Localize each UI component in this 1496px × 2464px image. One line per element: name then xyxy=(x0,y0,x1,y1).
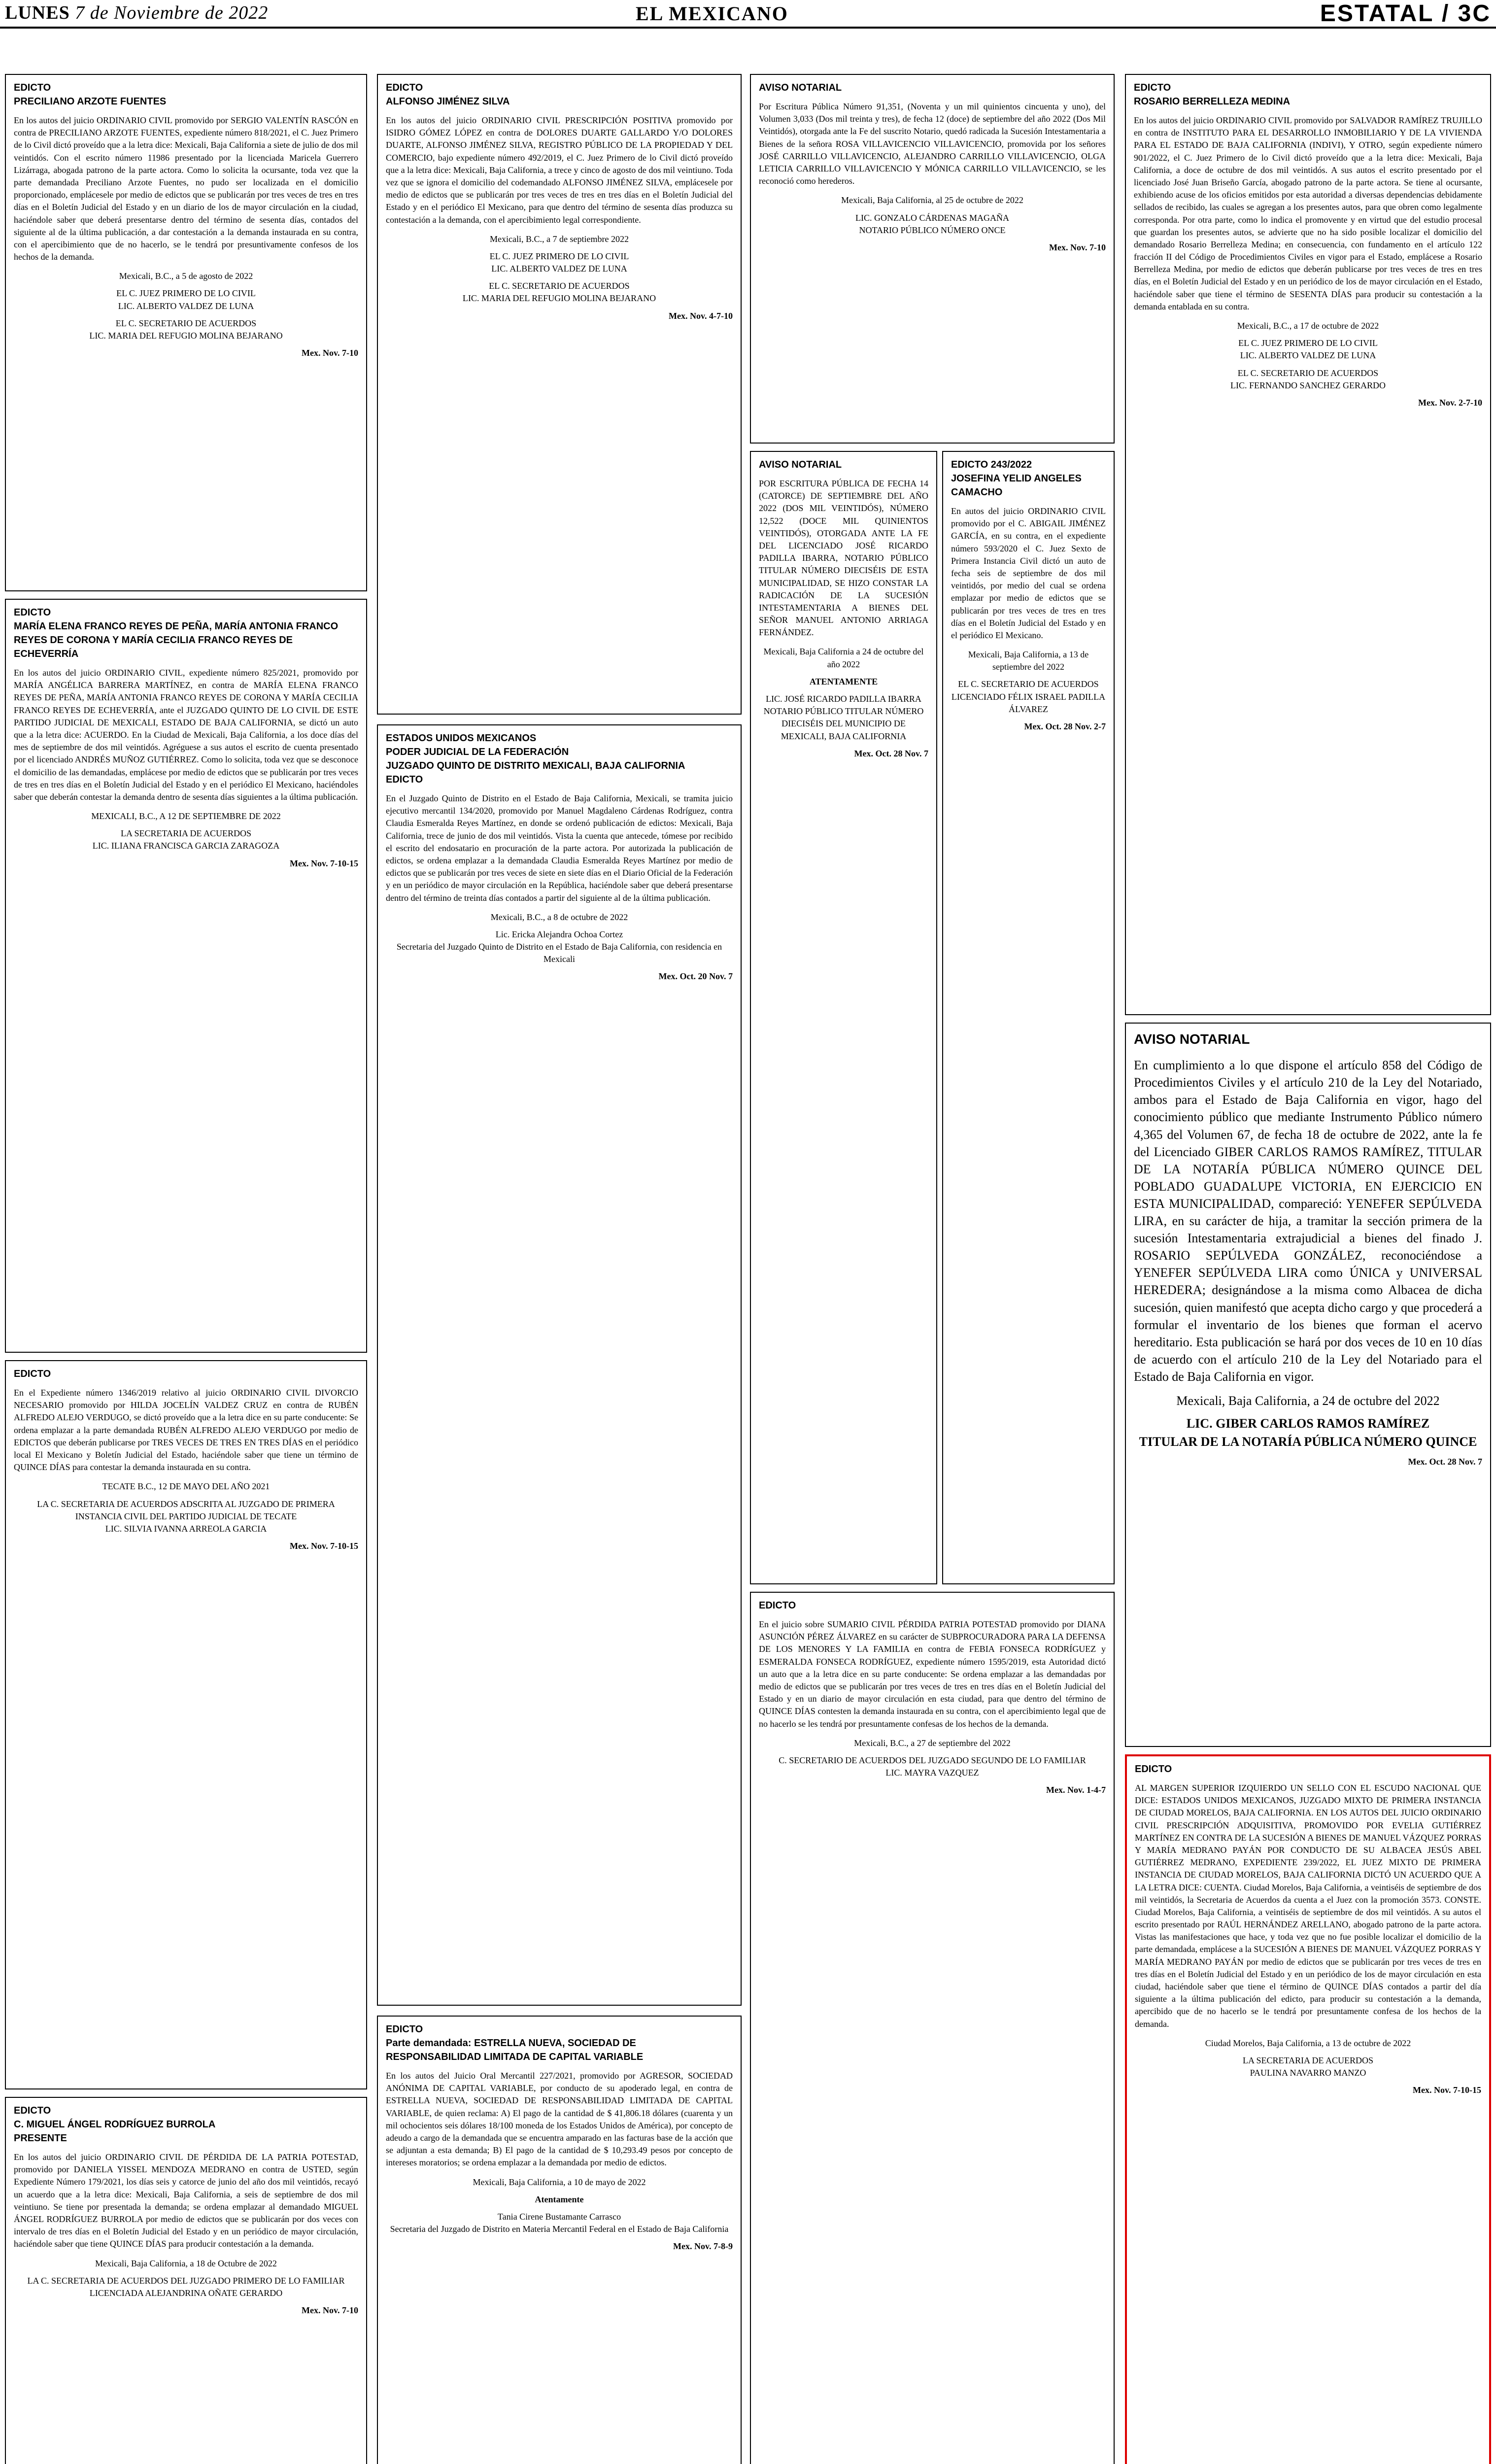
notice-publication-ref: Mex. Oct. 28 Nov. 2-7 xyxy=(1024,721,1106,731)
notice-place-date: Mexicali, Baja California, a 10 de mayo de 2022 xyxy=(473,2177,646,2187)
section-title: ESTATAL / 3C xyxy=(1320,0,1491,27)
notice-n4 xyxy=(5,2097,367,2464)
notice-n12 xyxy=(1125,74,1491,1015)
notice-place-date: Mexicali, Baja California, a 24 de octubre del 2022 xyxy=(1176,1393,1440,1408)
notice-n3 xyxy=(5,1360,367,2089)
notice-body: Por Escritura Pública Número 91,351, (Noventa y un mil quinientos cincuenta y uno), del Volumen 3,033 (Dos mil treinta y tres), de fecha 12 (doce) de septiembre del año 2022 (Dos Mil Veintidós), otorgada ante la Fe del suscrito Notario, quedó radicada la Sucesión Intestamentaria a Bienes de la señora ROSA VILLAVICENCIO VILLAVICENCIO, promovida por los señores JOSÉ CARRILLO VILLAVICENCIO, ALEJANDRO CARRILLO VILLAVICENCIO, OLGA LETICIA CARRILLO VILLAVICENCIO Y MÓNICA CARRILLO VILLAVICENCIO, se les reconoció como herederos. xyxy=(759,102,1106,186)
notice-body: En los autos del juicio ORDINARIO CIVIL, expediente número 825/2021, promovido por MARÍA ANGÉLICA BARRERA MARTÍNEZ, en contra de MARÍA ELENA FRANCO REYES DE PEÑA, MARÍA ANTONIA FRANCO REYES DE CORONA Y MARÍA CECILIA FRANCO REYES DE ECHEVERRÍA, ante el JUZGADO QUINTO DE LO CIVIL DE ESTE PARTIDO JUDICIAL DE MEXICALI, ESTADO DE BAJA CALIFORNIA, se dictó un auto que a la letra dice: ACUERDO. En la Ciudad de Mexicali, Baja California, a los doce días del mes de septiembre de dos mil veintidós. Agréguese a sus autos el escrito de cuenta presentado por el licenciado ANDRÉS MUÑOZ GUTIÉRREZ. Como lo solicita, toda vez que se desconoce el domicilio de las demandadas, emplácese por medio de edictos que se publicarán por tres veces de tres en tres días en el Boletín Judicial del Estado y en el periódico El Mexicano, haciéndoles saber que deberán contestar la demanda dentro de sesenta días siguientes a la última publicación. xyxy=(14,668,358,802)
notice-body: En los autos del juicio ORDINARIO CIVIL PRESCRIPCIÓN POSITIVA promovido por ISIDRO GÓMEZ LÓPEZ en contra de DOLORES DUARTE GALLARDO Y/O DOLORES DUARTE, ALFONSO JIMÉNEZ SILVA, REGISTRO PÚBLICO DE LA PROPIEDAD Y DEL COMERCIO, bajo expediente número 492/2019, el C. Juez Primero de lo Civil dictó proveído que a la letra dice: Mexicali, Baja California, a trece y cinco de agosto de dos mil veintiuno. Toda vez que se ignora el domicilio del codemandado ALFONSO JIMÉNEZ SILVA, emplácesele por medio de edictos que se publicarán por tres veces de tres en tres días en el Boletín Judicial del Estado y en el periódico El Mexicano, para que dentro del término de sesenta días produzca su contestación a la demanda, con el apercibimiento legal correspondiente. xyxy=(386,115,733,225)
notice-body: En autos del juicio ORDINARIO CIVIL promovido por el C. ABIGAIL JIMÉNEZ GARCÍA, en su contra, en el expediente número 593/2020 el C. Juez Sexto de Primera Instancia Civil dictó un auto de fecha seis de septiembre de dos mil veintidós, por medio del cual se ordena emplazar por medio de edictos que se publicarán por tres veces de tres en tres días en el Boletín Judicial del Estado y en el periódico El Mexicano. xyxy=(951,506,1106,640)
notice-publication-ref: Mex. Oct. 28 Nov. 7 xyxy=(854,748,928,758)
notice-publication-ref: Mex. Nov. 1-4-7 xyxy=(1046,1785,1106,1795)
notice-heading: EDICTO MARÍA ELENA FRANCO REYES DE PEÑA, MARÍA ANTONIA FRANCO REYES DE CORONA Y MARÍA CECILIA FRANCO REYES DE ECHEVERRÍA xyxy=(14,607,339,659)
notice-n11 xyxy=(750,1592,1115,2464)
notice-body: En los autos del Juicio Oral Mercantil 227/2021, promovido por AGRESOR, SOCIEDAD ANÓNIMA DE CAPITAL VARIABLE, por conducto de su apoderado legal, en contra de ESTRELLA NUEVA, SOCIEDAD DE RESPONSABILIDAD LIMITADA DE CAPITAL VARIABLE, de quien reclama: A) El pago de la cantidad de $ 41,806.18 dólares (cuarenta y un mil ochocientos seis dólares 18/100 moneda de los Estados Unidos de América), por concepto de adeudo a cargo de la demandada que se encuentra amparado en las facturas base de la acción que se adjuntan a esta demanda; B) El pago de la cantidad de $ 10,293.49 pesos por concepto de intereses moratorios; se ordena emplazar a la demandada por medio de edictos. xyxy=(386,2071,733,2168)
notice-signature: LA C. SECRETARIA DE ACUERDOS DEL JUZGADO PRIMERO DE LO FAMILIAR LICENCIADA ALEJANDRINA OÑATE GERARDO xyxy=(27,2275,345,2298)
notice-body: En el Juzgado Quinto de Distrito en el Estado de Baja California, Mexicali, se tramita juicio ejecutivo mercantil 134/2020, promovido por Manuel Magdaleno Cárdenas Rodríguez, contra Claudia Esmeralda Reyes Martínez, en donde se ordenó publicación de edictos: Mexicali, Baja California, trece de junio de dos mil veintidós. Vista la cuenta que antecede, tómese por recibido el escrito del endosatario en procuración de la parte actora. Por autorizada la publicación de edictos, se ordena emplazar a la demandada Claudia Esmeralda Reyes Martínez por medio de edictos que se publicarán por tres veces de siete en siete días en el Diario Oficial de la Federación y en un periódico de mayor circulación en la República, haciéndole saber que deberá presentarse dentro del término de treinta días contados a partir del siguiente al de la última publicación. xyxy=(386,793,733,903)
masthead-date xyxy=(5,2,268,24)
notice-signature: Lic. Ericka Alejandra Ochoa Cortez Secretaria del Juzgado Quinto de Distrito en el Estado de Baja California, con residencia en Mexicali xyxy=(396,929,722,964)
notice-signature: C. SECRETARIO DE ACUERDOS DEL JUZGADO SEGUNDO DE LO FAMILIAR LIC. MAYRA VAZQUEZ xyxy=(779,1755,1086,1778)
notice-place-date: Mexicali, Baja California, al 25 de octubre de 2022 xyxy=(841,195,1023,205)
notice-place-date: Mexicali, B.C., a 5 de agosto de 2022 xyxy=(119,271,253,281)
notice-body: En los autos del juicio ORDINARIO CIVIL DE PÉRDIDA DE LA PATRIA POTESTAD, promovido por DANIELA YISSEL MENDOZA MEDRANO en contra de USTED, según Expediente Número 179/2021, los días seis y catorce de junio del año dos mil veintidós, recayó un acuerdo que a la letra dice: Mexicali, Baja California, a seis de septiembre de dos mil veintiuno. Se tiene por presentada la demanda; se ordena emplazar al demandado MIGUEL ÁNGEL RODRÍGUEZ BURROLA por medio de edictos que se publicarán por dos veces con intervalo de tres días en el Boletín Judicial del Estado y en un periódico de mayor circulación, haciéndole saber que tiene QUINCE DÍAS para producir contestación a la demanda. xyxy=(14,2152,358,2249)
notice-place-date: MEXICALI, B.C., A 12 DE SEPTIEMBRE DE 2022 xyxy=(91,811,281,821)
notice-body: En los autos del juicio ORDINARIO CIVIL promovido por SALVADOR RAMÍREZ TRUJILLO en contra de INSTITUTO PARA EL DESARROLLO INMOBILIARIO Y DE LA VIVIENDA PARA EL ESTADO DE BAJA CALIFORNIA (INDIVI), Y OTRO, según expediente número 901/2022, el C. Juez Primero de lo Civil dictó proveído que a la letra dice: Mexicali, Baja California, a doce de octubre de dos mil veintidós. A sus autos el escrito presentado por el licenciado José Juan Briseño García, abogado patrono de la parte actora. Se tiene al ocursante, exhibiendo acuse de los oficios emitidos por esta autoridad a diversas dependencias debidamente sellados de recibido, las cuales se agregan a los presentes autos, para que obren como legalmente corresponda. Por otra parte, como lo indica el promovente y en virtud que del estudio procesal que guardan los presentes autos, se advierte que no ha sido posible localizar el domicilio del demandado Rosario Berrelleza Medina; en consecuencia, con fundamento en el artículo 122 fracción II del Código de Procedimientos Civiles en vigor para el Estado, emplácese a Rosario Berrelleza Medina, por medio de edictos que deberán publicarse por tres veces de tres en tres días, en el Boletín Judicial del Estado y en un periódico de los de mayor circulación en el Estado, haciéndole saber que tiene el término de SESENTA DÍAS para producir su contestación a la demanda entablada en su contra. xyxy=(1134,115,1482,311)
notice-n8 xyxy=(750,74,1115,444)
notice-publication-ref: Mex. Oct. 20 Nov. 7 xyxy=(658,971,733,982)
masthead-date-text: 7 de Noviembre de 2022 xyxy=(75,2,269,23)
notice-heading: EDICTO ROSARIO BERRELLEZA MEDINA xyxy=(1134,82,1291,107)
notice-signature: EL C. JUEZ PRIMERO DE LO CIVIL LIC. ALBERTO VALDEZ DE LUNA xyxy=(116,288,256,311)
notice-n6 xyxy=(377,724,742,2006)
notice-signature-secondary: EL C. SECRETARIO DE ACUERDOS LIC. MARIA DEL REFUGIO MOLINA BEJARANO xyxy=(89,318,283,341)
notice-heading: EDICTO 243/2022 JOSEFINA YELID ANGELES CAMACHO xyxy=(951,459,1082,498)
notice-heading: EDICTO PRECILIANO ARZOTE FUENTES xyxy=(14,82,167,107)
notice-signature: EL C. JUEZ PRIMERO DE LO CIVIL LIC. ALBERTO VALDEZ DE LUNA xyxy=(489,251,629,274)
notice-signature: LIC. GIBER CARLOS RAMOS RAMÍREZ TITULAR DE LA NOTARÍA PÚBLICA NÚMERO QUINCE xyxy=(1139,1416,1477,1449)
notice-signature: LA SECRETARIA DE ACUERDOS LIC. ILIANA FRANCISCA GARCIA ZARAGOZA xyxy=(92,828,280,851)
notice-place-date: Ciudad Morelos, Baja California, a 13 de octubre de 2022 xyxy=(1205,2038,1411,2048)
notice-heading: EDICTO ALFONSO JIMÉNEZ SILVA xyxy=(386,82,510,107)
notice-publication-ref: Mex. Oct. 28 Nov. 7 xyxy=(1408,1457,1482,1467)
notice-signature: LIC. GONZALO CÁRDENAS MAGAÑA NOTARIO PÚBLICO NÚMERO ONCE xyxy=(855,212,1009,235)
notice-place-date: Mexicali, B.C., a 27 de septiembre del 2022 xyxy=(854,1738,1011,1748)
notice-signature: EL C. JUEZ PRIMERO DE LO CIVIL LIC. ALBERTO VALDEZ DE LUNA xyxy=(1238,338,1378,361)
notice-place-date: Mexicali, Baja California, a 18 de Octubre de 2022 xyxy=(95,2258,277,2268)
notice-publication-ref: Mex. Nov. 7-10 xyxy=(302,348,358,358)
notice-heading: EDICTO Parte demandada: ESTRELLA NUEVA, SOCIEDAD DE RESPONSABILIDAD LIMITADA DE CAPITAL VARIABLE xyxy=(386,2024,644,2062)
notice-place-date: Mexicali, B.C., a 7 de septiembre 2022 xyxy=(490,234,629,244)
notice-n14 xyxy=(1125,1754,1491,2464)
masthead xyxy=(0,0,1496,29)
notice-body: POR ESCRITURA PÚBLICA DE FECHA 14 (CATORCE) DE SEPTIEMBRE DEL AÑO 2022 (DOS MIL VEINTIDÓS), NÚMERO 12,522 (DOCE MIL QUINIENTOS VEINTIDÓS), OTORGADA ANTE LA FE DEL LICENCIADO JOSÉ RICARDO PADILLA IBARRA, NOTARIO PÚBLICO TITULAR NÚMERO DIECISÉIS DE ESTA MUNICIPALIDAD, SE HIZO CONSTAR LA RADICACIÓN DE LA SUCESIÓN INTESTAMENTARIA A BIENES DEL SEÑOR MANUEL ANTONIO ARRIAGA FERNÁNDEZ. xyxy=(759,479,928,638)
notice-body: En los autos del juicio ORDINARIO CIVIL promovido por SERGIO VALENTÍN RASCÓN en contra de PRECILIANO ARZOTE FUENTES, expediente número 818/2021, el C. Juez Primero de lo Civil dictó proveído que a la letra dice: Mexicali, Baja California a siete de julio de dos mil veintidós. Con el escrito número 11986 presentado por la licenciada Maricela Guerrero Lizárraga, abogada patrono de la parte actora. Como lo solicita la ocursante, toda vez que la parte demandada Preciliano Arzote Fuentes, no pudo ser localizada en el domicilio proporcionado, emplácesele por medio de edictos que se publicarán por tres veces de tres en tres días en el Boletín Judicial del Estado y en un diario de los de mayor circulación en la ciudad, haciéndole saber que deberá presentarse dentro del término de sesenta días, contados del siguiente al de la última publicación, a dar contestación a la demanda instaurada en su contra, con el apercibimiento que de no hacerlo, se le tendrá por presuntivamente confesos de los hechos de la demanda. xyxy=(14,115,358,262)
notice-n13 xyxy=(1125,1023,1491,1747)
notice-heading: ESTADOS UNIDOS MEXICANOS PODER JUDICIAL DE LA FEDERACIÓN JUZGADO QUINTO DE DISTRITO MEXICALI, BAJA CALIFORNIA EDICTO xyxy=(386,733,685,785)
notice-publication-ref: Mex. Nov. 7-10 xyxy=(1049,242,1106,252)
notice-sign-label: Atentamente xyxy=(535,2194,584,2204)
notice-signature-secondary: EL C. SECRETARIO DE ACUERDOS LIC. MARIA DEL REFUGIO MOLINA BEJARANO xyxy=(462,281,656,304)
notice-signature: LA SECRETARIA DE ACUERDOS PAULINA NAVARRO MANZO xyxy=(1242,2055,1374,2078)
notice-body: En el Expediente número 1346/2019 relativo al juicio ORDINARIO CIVIL DIVORCIO NECESARIO promovido por HILDA JOCELÍN VALDEZ CRUZ en contra de RUBÉN ALFREDO ALEJO VERDUGO, se dictó proveído que a la letra dice en su parte conducente: Se ordena emplazar a la parte demandada RUBÉN ALFREDO ALEJO VERDUGO por medio de EDICTOS que deberán publicarse por TRES VECES DE TRES EN TRES DÍAS en el periódico local El Mexicano y Boletín Judicial del Estado, haciéndole saber que tiene un término de QUINCE DÍAS para contestar la demanda instaurada en su contra. xyxy=(14,1388,358,1472)
masthead-day: LUNES xyxy=(5,2,70,23)
notice-publication-ref: Mex. Nov. 7-8-9 xyxy=(673,2241,733,2252)
notice-heading: EDICTO xyxy=(14,1369,51,1379)
notice-signature: LA C. SECRETARIA DE ACUERDOS ADSCRITA AL JUZGADO DE PRIMERA INSTANCIA CIVIL DEL PARTIDO JUDICIAL DE TECATE LIC. SILVIA IVANNA ARREOLA GARCIA xyxy=(37,1499,335,1534)
notice-publication-ref: Mex. Nov. 7-10-15 xyxy=(290,1541,358,1551)
notice-n10 xyxy=(942,451,1115,1584)
notice-place-date: Mexicali, B.C., a 17 de octubre de 2022 xyxy=(1237,321,1379,331)
notice-publication-ref: Mex. Nov. 7-10-15 xyxy=(1413,2085,1481,2095)
notice-place-date: Mexicali, Baja California, a 13 de septiembre del 2022 xyxy=(968,650,1089,672)
notice-n1 xyxy=(5,74,367,591)
notice-heading: AVISO NOTARIAL xyxy=(1134,1031,1250,1047)
notice-body: En cumplimiento a lo que dispone el artículo 858 del Código de Procedimientos Civiles y el artículo 210 de la Ley del Notariado, ambos para el Estado de Baja California en vigor, hago del conocimiento público que mediante Instrumento Público número 4,365 del Volumen 67, de fecha 18 de octubre de 2022, ante la fe del Licenciado GIBER CARLOS RAMOS RAMÍREZ, TITULAR DE LA NOTARÍA PÚBLICA NÚMERO QUINCE DEL POBLADO GUADALUPE VICTORIA, EN EJERCICIO EN ESTA MUNICIPALIDAD, compareció: YENEFER SEPÚLVEDA LIRA, en su carácter de hija, a tramitar la sección primera de la sucesión Intestamentaria extrajudicial a bienes del finado J. ROSARIO SEPÚLVEDA GONZÁLEZ, reconociéndose a YENEFER SEPÚLVEDA LIRA como ÚNICA y UNIVERSAL HEREDERA; designándose a la misma como Albacea de dicha sucesión, quien manifestó que acepta dicho cargo y que procederá a formular el inventario de los bienes que forman el acervo hereditario. Esta publicación se hará por dos veces de 10 en 10 días de acuerdo con el artículo 210 de la Ley del Notariado para el Estado de Baja California en vigor. xyxy=(1134,1058,1482,1384)
notice-place-date: Mexicali, B.C., a 8 de octubre de 2022 xyxy=(490,912,628,922)
notice-n7 xyxy=(377,2016,742,2464)
notice-publication-ref: Mex. Nov. 2-7-10 xyxy=(1418,397,1482,408)
notice-body: En el juicio sobre SUMARIO CIVIL PÉRDIDA PATRIA POTESTAD promovido por DIANA ASUNCIÓN PÉREZ ÁLVAREZ en su carácter de SUBPROCURADORA PARA LA DEFENSA DE LOS MENORES Y LA FAMILIA en contra de FEBIA FONSECA RODRÍGUEZ y ESMERALDA FONSECA RODRÍGUEZ, expediente número 1595/2019, esta Autoridad dictó un auto que a la letra dice en su parte conducente: Se ordena emplazar a las demandadas por medio de edictos que se publicarán por tres veces de tres en tres días en el Boletín Judicial del Estado y en un diario de mayor circulación en esta ciudad, para que dentro del término de QUINCE DÍAS contesten la demanda instaurada en su contra, con el apercibimiento legal que de no hacerlo se les tendrá por presuntamente confesas de los hechos de la demanda. xyxy=(759,1619,1106,1729)
notice-body: AL MARGEN SUPERIOR IZQUIERDO UN SELLO CON EL ESCUDO NACIONAL QUE DICE: ESTADOS UNIDOS MEXICANOS, JUZGADO MIXTO DE PRIMERA INSTANCIA DE CIUDAD MORELOS, BAJA CALIFORNIA. EN LOS AUTOS DEL JUICIO ORDINARIO CIVIL PRESCRIPCIÓN ADQUISITIVA, PROMOVIDO POR EVELIA GUTIÉRREZ MARTÍNEZ EN CONTRA DE LA SUCESIÓN A BIENES DE MANUEL VÁZQUEZ PORRAS Y MARÍA MEDRANO PAYÁN POR CONDUCTO DE SU ALBACEA JESÚS ABEL GUTIÉRREZ MEDRANO, EXPEDIENTE 239/2022, EL JUEZ MIXTO DE PRIMERA INSTANCIA DE CIUDAD MORELOS, BAJA CALIFORNIA DICTÓ UN ACUERDO QUE A LA LETRA DICE: CUENTA. Ciudad Morelos, Baja California, a veintiséis de septiembre de dos mil veintidós, la Secretaria de Acuerdos da cuenta a el Juez con la promoción 3573. CONSTE. Ciudad Morelos, Baja California, a veintiséis de septiembre de dos mil veintidós. A su autos el escrito presentado por RAÚL HERNÁNDEZ ARELLANO, abogado patrono de la parte actora. Vistas las manifestaciones que hace, y toda vez que no fue posible localizar el domicilio de la parte demandada, emplácese a la SUCESIÓN A BIENES DE MANUEL VÁZQUEZ PORRAS Y MARÍA MEDRANO PAYÁN por medio de edictos que se publicarán por tres veces de tres en tres días en el Boletín Judicial del Estado y en un periódico de los de mayor circulación en esta ciudad, haciéndole saber que tiene el término de QUINCE DÍAS contados a partir del día siguiente a la última publicación del edicto, para producir su contestación a la demanda, apercibido que de no hacerlo se le tendrá por presuntamente confesa de los hechos de la demanda. xyxy=(1135,1783,1481,2029)
notice-place-date: Mexicali, Baja California a 24 de octubre del año 2022 xyxy=(763,647,924,669)
notice-n5 xyxy=(377,74,742,715)
notice-signature: EL C. SECRETARIO DE ACUERDOS LICENCIADO FÉLIX ISRAEL PADILLA ÁLVAREZ xyxy=(951,679,1106,714)
notice-heading: EDICTO xyxy=(1135,1764,1172,1775)
notice-signature-secondary: EL C. SECRETARIO DE ACUERDOS LIC. FERNANDO SANCHEZ GERARDO xyxy=(1230,368,1386,390)
notice-signature: Tania Cirene Bustamante Carrasco Secretaria del Juzgado de Distrito en Materia Mercantil Federal en el Estado de Baja California xyxy=(390,2211,729,2234)
notice-n9 xyxy=(750,451,937,1584)
notice-publication-ref: Mex. Nov. 7-10 xyxy=(302,2305,358,2316)
notice-publication-ref: Mex. Nov. 7-10-15 xyxy=(290,858,358,868)
notice-heading: AVISO NOTARIAL xyxy=(759,459,842,470)
notice-n2 xyxy=(5,599,367,1353)
notice-sign-label: ATENTAMENTE xyxy=(809,676,878,686)
notice-heading: AVISO NOTARIAL xyxy=(759,82,842,93)
notice-signature: LIC. JOSÉ RICARDO PADILLA IBARRA NOTARIO PÚBLICO TITULAR NÚMERO DIECISÉIS DEL MUNICIPIO DE MEXICALI, BAJA CALIFORNIA xyxy=(763,694,924,741)
notice-publication-ref: Mex. Nov. 4-7-10 xyxy=(669,310,733,321)
notice-heading: EDICTO xyxy=(759,1600,796,1611)
notice-heading: EDICTO C. MIGUEL ÁNGEL RODRÍGUEZ BURROLA PRESENTE xyxy=(14,2105,216,2144)
newspaper-name: EL MEXICANO xyxy=(636,2,788,25)
notice-place-date: TECATE B.C., 12 DE MAYO DEL AÑO 2021 xyxy=(102,1481,270,1492)
